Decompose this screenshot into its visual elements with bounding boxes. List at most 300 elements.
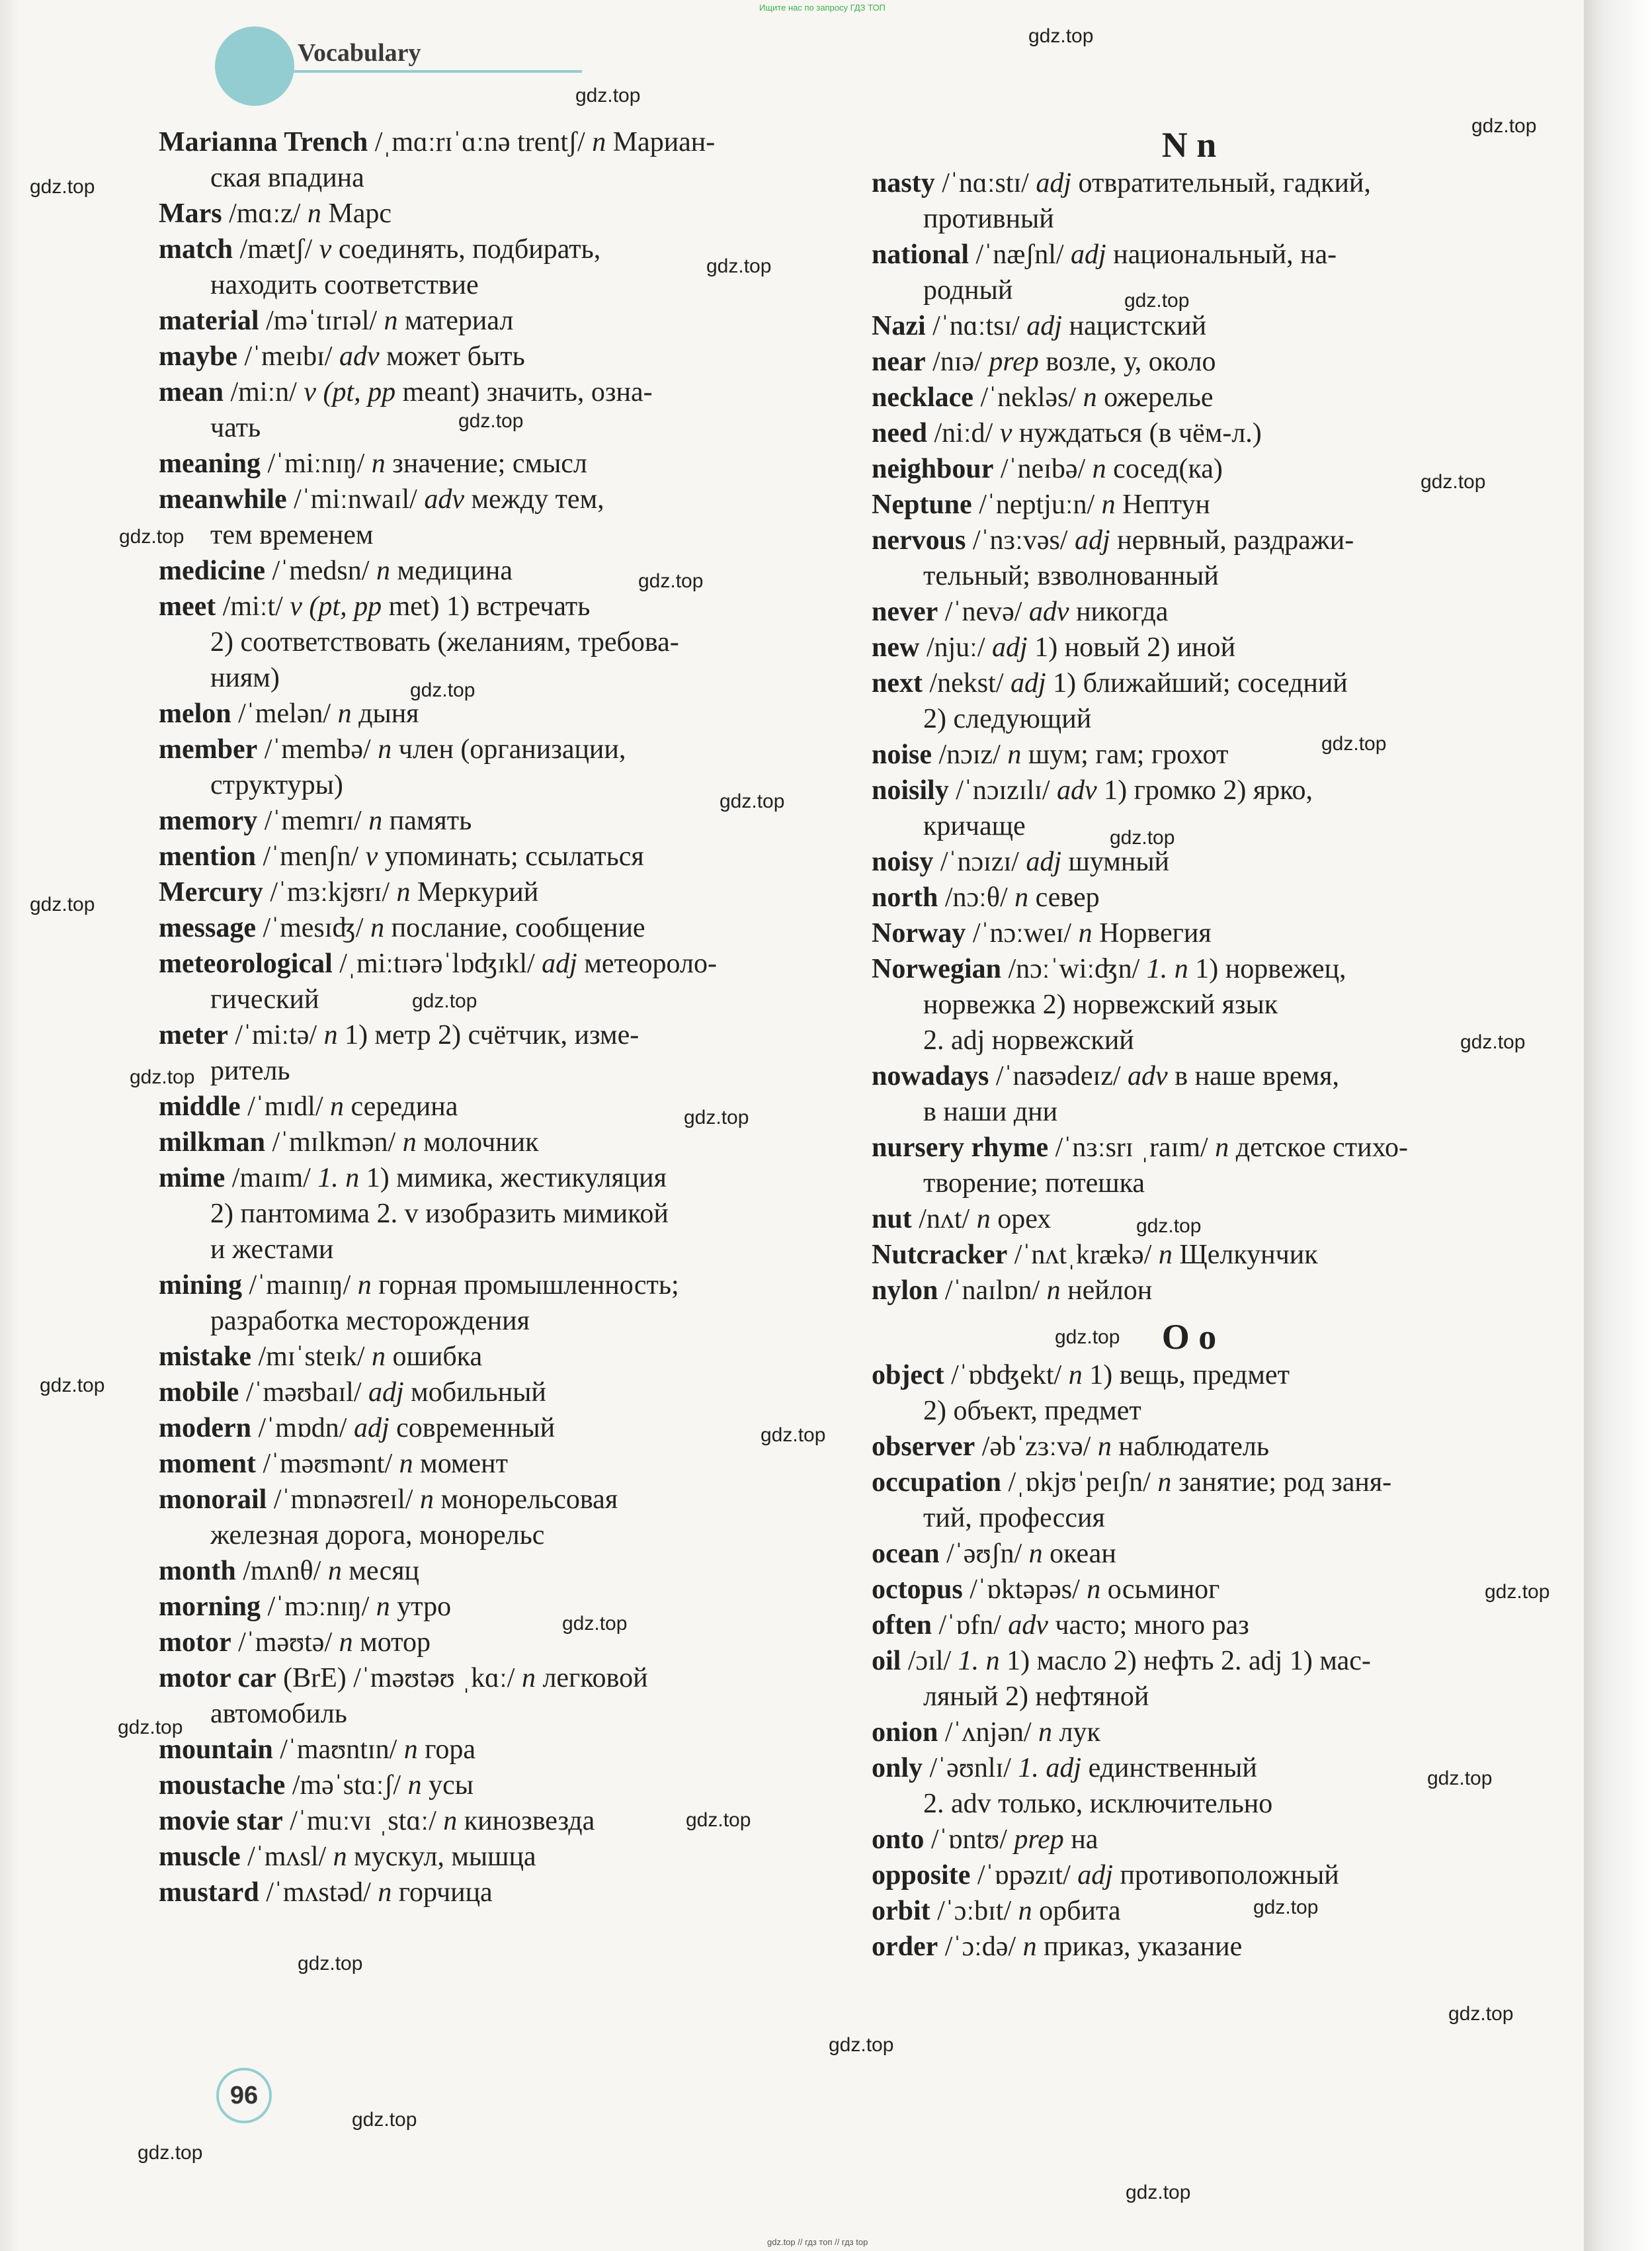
definition-continuation: ритель — [210, 1056, 290, 1086]
watermark: gdz.top — [638, 570, 704, 592]
pronunciation: /ˈmaʊntɪn/ — [272, 1734, 404, 1765]
pronunciation: /ˈnɔɪzɪlɪ/ — [948, 775, 1057, 806]
pronunciation: /ˈɔːbɪt/ — [930, 1896, 1018, 1926]
pronunciation: /ˈnɔːweɪ/ — [966, 918, 1079, 949]
watermark: gdz.top — [1253, 1896, 1319, 1918]
pronunciation: /maɪm/ — [225, 1163, 318, 1193]
definition: усы — [421, 1770, 474, 1801]
dictionary-entry — [872, 1572, 1507, 1607]
dictionary-entry — [159, 303, 820, 339]
letter-heading-n: N n — [1161, 125, 1217, 165]
headword: octopus — [872, 1574, 963, 1605]
definition: шум; гам; грохот — [1021, 740, 1229, 770]
definition: ошибка — [386, 1341, 483, 1372]
headword: mobile — [159, 1377, 239, 1408]
pronunciation: /ˌɒkjʊˈpeɪʃn/ — [1001, 1467, 1158, 1498]
headword: orbit — [872, 1896, 930, 1926]
headword: mistake — [159, 1341, 251, 1372]
pronunciation: (BrE) /ˈməʊtəʊ ˌkɑː/ — [276, 1663, 522, 1693]
watermark: gdz.top — [30, 176, 95, 198]
definition: Меркурий — [410, 877, 539, 908]
pronunciation: /ˈɒpəzɪt/ — [970, 1860, 1078, 1890]
watermark: gdz.top — [1110, 827, 1175, 849]
pronunciation: /ˈnɑːstɪ/ — [934, 168, 1036, 198]
dictionary-entry — [159, 589, 820, 696]
pronunciation: /ˈnaɪlɒn/ — [938, 1275, 1047, 1306]
dictionary-entry — [872, 308, 1507, 344]
pronunciation: /ˈnaʊədeɪz/ — [989, 1061, 1128, 1091]
headword: month — [159, 1556, 236, 1586]
watermark: gdz.top — [119, 526, 185, 548]
headword: Nutcracker — [872, 1240, 1008, 1270]
headword: next — [872, 668, 923, 699]
definition: середина — [344, 1091, 458, 1122]
part-of-speech: n — [378, 734, 392, 765]
watermark: gdz.top — [684, 1107, 749, 1128]
definition: в наше время, — [1167, 1061, 1339, 1091]
dictionary-entry — [159, 339, 820, 374]
watermark: gdz.top — [1028, 25, 1094, 47]
definition: орех — [990, 1204, 1052, 1234]
watermark: gdz.top — [1471, 115, 1537, 137]
right-column — [872, 124, 1507, 1965]
o-entries — [872, 1357, 1507, 1965]
pronunciation: /ˈɒntʊ/ — [924, 1824, 1014, 1855]
headword: nut — [872, 1204, 912, 1234]
part-of-speech: n — [1028, 1539, 1043, 1569]
headword: melon — [159, 699, 231, 729]
dictionary-entry — [159, 1875, 820, 1910]
definition: 1) масло 2) нефть 2. adj 1) мас- — [999, 1646, 1371, 1676]
watermark: gdz.top — [562, 1613, 628, 1635]
watermark: gdz.top — [1321, 733, 1387, 755]
pronunciation: /ˈmiːnwaɪl/ — [286, 484, 425, 515]
headword: nervous — [872, 525, 966, 556]
headword: mining — [159, 1270, 243, 1300]
headword: Mars — [159, 198, 222, 229]
dictionary-entry — [872, 1607, 1507, 1643]
definition: 1) вещь, предмет — [1082, 1360, 1290, 1390]
part-of-speech: n — [1092, 454, 1106, 484]
page-spine-shadow — [0, 0, 20, 2251]
pronunciation: /məˈstɑːʃ/ — [285, 1770, 408, 1801]
headword: mean — [159, 377, 224, 407]
definition: Марс — [321, 198, 392, 229]
pronunciation: /ˈmaɪnɪŋ/ — [242, 1270, 358, 1300]
watermark: gdz.top — [706, 255, 772, 277]
dictionary-entry — [872, 1750, 1507, 1822]
definition-continuation: и жестами — [210, 1234, 334, 1265]
watermark: gdz.top — [1126, 2182, 1191, 2203]
definition-continuation: тельный; взволнованный — [923, 561, 1219, 591]
dictionary-entry — [159, 124, 820, 196]
pronunciation: /mætʃ/ — [232, 234, 319, 265]
headword: morning — [159, 1592, 261, 1622]
pronunciation: /ˈnɜːsrɪ ˌraɪm/ — [1048, 1132, 1216, 1163]
definition: горная промышленность; — [371, 1270, 679, 1300]
definition: нацистский — [1061, 311, 1207, 341]
part-of-speech: adj — [1074, 525, 1110, 556]
definition: ожерелье — [1096, 382, 1214, 413]
part-of-speech: 1. n — [1146, 954, 1188, 984]
part-of-speech: n — [337, 699, 352, 729]
dictionary-entry — [159, 446, 820, 482]
definition-continuation: 2) следующий — [923, 704, 1092, 734]
headword: neighbour — [872, 454, 994, 484]
definition: значение; смысл — [385, 448, 587, 479]
part-of-speech: n — [333, 1842, 347, 1872]
definition: наблюдатель — [1111, 1431, 1270, 1462]
pronunciation: /ˈmɪlkmən/ — [265, 1127, 403, 1158]
definition: кинозвезда — [457, 1806, 595, 1836]
headword: maybe — [159, 341, 237, 372]
dictionary-entry — [872, 1643, 1507, 1715]
dictionary-entry — [872, 451, 1507, 487]
part-of-speech: n — [371, 448, 386, 479]
pronunciation: /ˈmiːnɪŋ/ — [261, 448, 372, 479]
dictionary-entry — [872, 630, 1507, 665]
dictionary-entry — [159, 1375, 820, 1410]
dictionary-entry — [159, 1767, 820, 1803]
watermark: gdz.top — [720, 790, 785, 812]
dictionary-entry — [159, 1625, 820, 1660]
definition-continuation: гический — [210, 984, 319, 1015]
definition: горчица — [392, 1877, 493, 1908]
page-number — [216, 2068, 272, 2123]
definition-continuation: в наши дни — [923, 1097, 1058, 1127]
definition-continuation: творение; потешка — [923, 1168, 1145, 1199]
definition-continuation: железная дорога, монорельс — [210, 1520, 545, 1550]
page-number-text: 96 — [229, 2081, 259, 2109]
part-of-speech: adj — [1077, 1860, 1113, 1890]
pronunciation: /ˈmemrɪ/ — [257, 806, 369, 836]
definition: часто; много раз — [1048, 1610, 1249, 1640]
dictionary-entry — [872, 1237, 1507, 1273]
headword: nursery rhyme — [872, 1132, 1049, 1163]
definition: послание, сообщение — [384, 913, 645, 943]
headword: new — [872, 632, 920, 663]
definition: может быть — [379, 341, 525, 372]
watermark: gdz.top — [1124, 290, 1190, 312]
dictionary-entry — [159, 1017, 820, 1089]
headword: nasty — [872, 168, 935, 198]
pronunciation: /ˈnɜːvəs/ — [966, 525, 1075, 556]
pronunciation: /mɑːz/ — [222, 198, 308, 229]
headword: Norwegian — [872, 954, 1001, 984]
part-of-speech: 1. n — [958, 1646, 1000, 1676]
headword: memory — [159, 806, 258, 836]
definition: дыня — [351, 699, 419, 729]
n-entries — [872, 165, 1507, 1308]
section-marker-circle — [215, 26, 294, 106]
pronunciation: /ˈmɜːkjʊrɪ/ — [263, 877, 397, 908]
part-of-speech: n — [1038, 1717, 1053, 1748]
pronunciation: /nekst/ — [923, 668, 1011, 699]
letter-heading-o: O o — [1161, 1317, 1217, 1357]
dictionary-entry — [872, 665, 1507, 737]
pronunciation: /miːt/ — [216, 591, 290, 622]
part-of-speech: n — [1097, 1431, 1112, 1462]
definition: мускул, мышца — [347, 1842, 536, 1872]
definition-continuation: чать — [210, 413, 261, 443]
watermark: gdz.top — [1055, 1326, 1120, 1348]
definition: 1) новый 2) иной — [1027, 632, 1236, 663]
headword: necklace — [872, 382, 973, 413]
dictionary-entry — [872, 594, 1507, 630]
part-of-speech: adv — [1028, 597, 1069, 627]
headword: mime — [159, 1163, 226, 1193]
headword: Marianna Trench — [159, 127, 368, 157]
part-of-speech: n — [368, 806, 383, 836]
watermark: gdz.top — [1485, 1581, 1550, 1603]
part-of-speech: n — [1158, 1240, 1173, 1270]
headword: Norway — [872, 918, 966, 949]
part-of-speech: adv — [1128, 1061, 1168, 1091]
definition: 1) метр 2) счётчик, изме- — [337, 1020, 640, 1050]
dictionary-entry — [159, 196, 820, 232]
dictionary-entry — [872, 1822, 1507, 1857]
dictionary-entry — [872, 1857, 1507, 1893]
definition-continuation: 2) объект, предмет — [923, 1396, 1141, 1426]
definition: сосед(ка) — [1106, 454, 1223, 484]
watermark: gdz.top — [130, 1066, 195, 1088]
headword: monorail — [159, 1484, 267, 1515]
definition: океан — [1042, 1539, 1116, 1569]
headword: Neptune — [872, 489, 972, 520]
part-of-speech: adj — [1071, 239, 1106, 270]
top-note: Ищите нас по запросу ГДЗ ТОП — [759, 3, 886, 13]
dictionary-entry — [872, 1465, 1507, 1536]
headword: member — [159, 734, 258, 765]
definition: осьминог — [1100, 1574, 1220, 1605]
dictionary-entry — [872, 523, 1507, 594]
pronunciation: /ˈmɒdn/ — [251, 1413, 354, 1443]
dictionary-entry — [159, 1160, 820, 1267]
headword: opposite — [872, 1860, 971, 1890]
definition-continuation: находить соответствие — [210, 270, 479, 300]
dictionary-entry — [872, 380, 1507, 415]
dictionary-entry — [159, 874, 820, 910]
pronunciation: /ˈmenʃn/ — [256, 841, 366, 872]
dictionary-entry — [872, 1273, 1507, 1308]
definition-continuation: родный — [923, 275, 1013, 306]
dictionary-entry — [872, 1536, 1507, 1572]
dictionary-entry — [159, 1446, 820, 1482]
watermark: gdz.top — [829, 2034, 894, 2056]
headword: movie star — [159, 1806, 283, 1836]
dictionary-entry — [159, 946, 820, 1017]
headword: occupation — [872, 1467, 1002, 1498]
part-of-speech: adv — [339, 341, 380, 372]
part-of-speech: adj — [353, 1413, 390, 1443]
watermark: gdz.top — [1421, 471, 1486, 493]
part-of-speech: n — [1087, 1574, 1101, 1605]
headword: Mercury — [159, 877, 263, 908]
definition: meant) значить, озна- — [395, 377, 653, 407]
pronunciation: /mʌnθ/ — [235, 1556, 328, 1586]
part-of-speech: v — [365, 841, 378, 872]
definition-continuation: разработка месторождения — [210, 1306, 530, 1336]
watermark: gdz.top — [30, 894, 95, 915]
part-of-speech: n — [443, 1806, 458, 1836]
pronunciation: /ˈneptjuːn/ — [971, 489, 1102, 520]
part-of-speech: n — [592, 127, 606, 157]
pronunciation: /ˈmɒnəʊreɪl/ — [267, 1484, 420, 1515]
definition: никогда — [1069, 597, 1169, 627]
pronunciation: /niːd/ — [927, 418, 1000, 448]
part-of-speech: adj — [1026, 311, 1062, 341]
headword: message — [159, 913, 256, 943]
part-of-speech: n — [1046, 1275, 1061, 1306]
definition: детское стихо- — [1229, 1132, 1409, 1163]
part-of-speech: n — [376, 1592, 390, 1622]
dictionary-entry — [159, 910, 820, 946]
definition: член (организации, — [392, 734, 626, 765]
headword: oil — [872, 1646, 901, 1676]
part-of-speech: v (pt, pp — [290, 591, 382, 622]
watermark: gdz.top — [575, 85, 641, 106]
definition: 1) громко 2) ярко, — [1096, 775, 1313, 806]
pronunciation: /ˈɒktəpəs/ — [962, 1574, 1087, 1605]
definition: мобильный — [403, 1377, 546, 1408]
part-of-speech: adv — [1008, 1610, 1048, 1640]
definition: соединять, подбирать, — [331, 234, 601, 265]
dictionary-entry — [872, 1715, 1507, 1750]
dictionary-entry — [872, 880, 1507, 915]
part-of-speech: n — [357, 1270, 372, 1300]
pronunciation: /əbˈzɜːvə/ — [975, 1431, 1098, 1462]
part-of-speech: prep — [1014, 1824, 1064, 1855]
definition: возле, у, около — [1038, 347, 1216, 377]
headword: near — [872, 347, 926, 377]
dictionary-entry — [159, 1410, 820, 1446]
pronunciation: /nʌt/ — [911, 1204, 977, 1234]
part-of-speech: n — [396, 877, 411, 908]
watermark: gdz.top — [298, 1953, 363, 1975]
watermark: gdz.top — [686, 1809, 751, 1831]
pronunciation: /ɔɪl/ — [901, 1646, 958, 1676]
definition: момент — [413, 1449, 508, 1479]
definition: нервный, раздражи- — [1110, 525, 1354, 556]
part-of-speech: n — [521, 1663, 536, 1693]
pronunciation: /ˈmɔːnɪŋ/ — [261, 1592, 376, 1622]
part-of-speech: n — [307, 198, 321, 229]
headword: muscle — [159, 1842, 241, 1872]
headword: meaning — [159, 448, 261, 479]
watermark: gdz.top — [1460, 1031, 1526, 1053]
part-of-speech: n — [1078, 918, 1093, 949]
definition-continuation: 2. adj норвежский — [923, 1025, 1134, 1056]
watermark: gdz.top — [40, 1375, 105, 1396]
definition-continuation: кричаще — [923, 811, 1026, 841]
pronunciation: /məˈtɪrɪəl/ — [259, 306, 384, 336]
pronunciation: /ˈəʊnlɪ/ — [923, 1753, 1018, 1783]
definition: память — [382, 806, 472, 836]
section-title: Vocabulary — [298, 39, 421, 67]
definition-continuation: структуры) — [210, 770, 343, 800]
definition-continuation: тем временем — [210, 520, 374, 550]
dictionary-entry — [159, 1660, 820, 1732]
definition: утро — [390, 1592, 452, 1622]
dictionary-entry — [159, 482, 820, 553]
pronunciation: /ˈmiːtə/ — [227, 1020, 324, 1050]
footer-note: gdz.top // гдз топ // гдз top — [767, 2237, 868, 2247]
headword: match — [159, 234, 233, 265]
headword: moustache — [159, 1770, 286, 1801]
watermark: gdz.top — [1427, 1767, 1493, 1789]
headword: onto — [872, 1824, 925, 1855]
headword: onion — [872, 1717, 938, 1748]
dictionary-entry — [159, 696, 820, 732]
watermark: gdz.top — [1136, 1215, 1202, 1237]
dictionary-entry — [872, 1929, 1507, 1965]
definition: Нептун — [1115, 489, 1210, 520]
definition: национальный, на- — [1106, 239, 1337, 270]
pronunciation: /ˌmiːtɪərəˈlɒʤɪkl/ — [332, 949, 542, 979]
headword: medicine — [159, 556, 265, 586]
part-of-speech: n — [330, 1091, 345, 1122]
headword: nowadays — [872, 1061, 989, 1091]
headword: object — [872, 1360, 944, 1390]
dictionary-entry — [159, 553, 820, 589]
headword: meter — [159, 1020, 228, 1050]
definition: met) 1) встречать — [382, 591, 591, 622]
pronunciation: /ˈɒfn/ — [931, 1610, 1009, 1640]
pronunciation: /ˈɔːdə/ — [938, 1932, 1023, 1962]
pronunciation: /nɔːθ/ — [938, 882, 1015, 913]
headword: meteorological — [159, 949, 333, 979]
definition-continuation: 2) соответствовать (желаниям, требова- — [210, 627, 679, 658]
part-of-speech: n — [378, 1877, 392, 1908]
definition-continuation: ская впадина — [210, 163, 364, 193]
part-of-speech: n — [403, 1734, 418, 1765]
part-of-speech: n — [1068, 1360, 1083, 1390]
dictionary-entry — [872, 1429, 1507, 1465]
dictionary-entry — [159, 1339, 820, 1375]
definition-continuation: ниям) — [210, 663, 280, 693]
definition: 1) ближайший; соседний — [1046, 668, 1348, 699]
dictionary-entry — [872, 773, 1507, 844]
headword: motor car — [159, 1663, 276, 1693]
dictionary-entry — [872, 344, 1507, 380]
pronunciation: /ˈmembə/ — [257, 734, 378, 765]
definition: молочник — [416, 1127, 539, 1158]
definition-continuation: 2. adv только, исключительно — [923, 1789, 1273, 1819]
pronunciation: /ˈɒbʤekt/ — [944, 1360, 1069, 1390]
pronunciation: /ˈmʌsl/ — [240, 1842, 333, 1872]
definition-continuation: ляный 2) нефтяной — [923, 1681, 1149, 1712]
definition: приказ, указание — [1036, 1932, 1243, 1962]
pronunciation: /ˌmɑːrɪˈɑːnə trentʃ/ — [368, 127, 593, 157]
dictionary-entry — [159, 839, 820, 874]
definition: единственный — [1081, 1753, 1257, 1783]
dictionary-entry — [159, 1553, 820, 1589]
pronunciation: /ˈmedsn/ — [265, 556, 376, 586]
pronunciation: /ˈnɔɪzɪ/ — [933, 847, 1026, 877]
pronunciation: /ˈneɪbə/ — [993, 454, 1093, 484]
part-of-speech: n — [1007, 740, 1022, 770]
part-of-speech: prep — [989, 347, 1039, 377]
definition: легковой — [535, 1663, 648, 1693]
definition-continuation: норвежка 2) норвежский язык — [923, 990, 1278, 1020]
definition: Щелкунчик — [1172, 1240, 1318, 1270]
part-of-speech: n — [1083, 382, 1097, 413]
dictionary-entry — [872, 1893, 1507, 1929]
part-of-speech: n — [402, 1127, 417, 1158]
pronunciation: /nɔɪz/ — [932, 740, 1008, 770]
headword: only — [872, 1753, 923, 1783]
definition: нуждаться (в чём-л.) — [1012, 418, 1262, 448]
